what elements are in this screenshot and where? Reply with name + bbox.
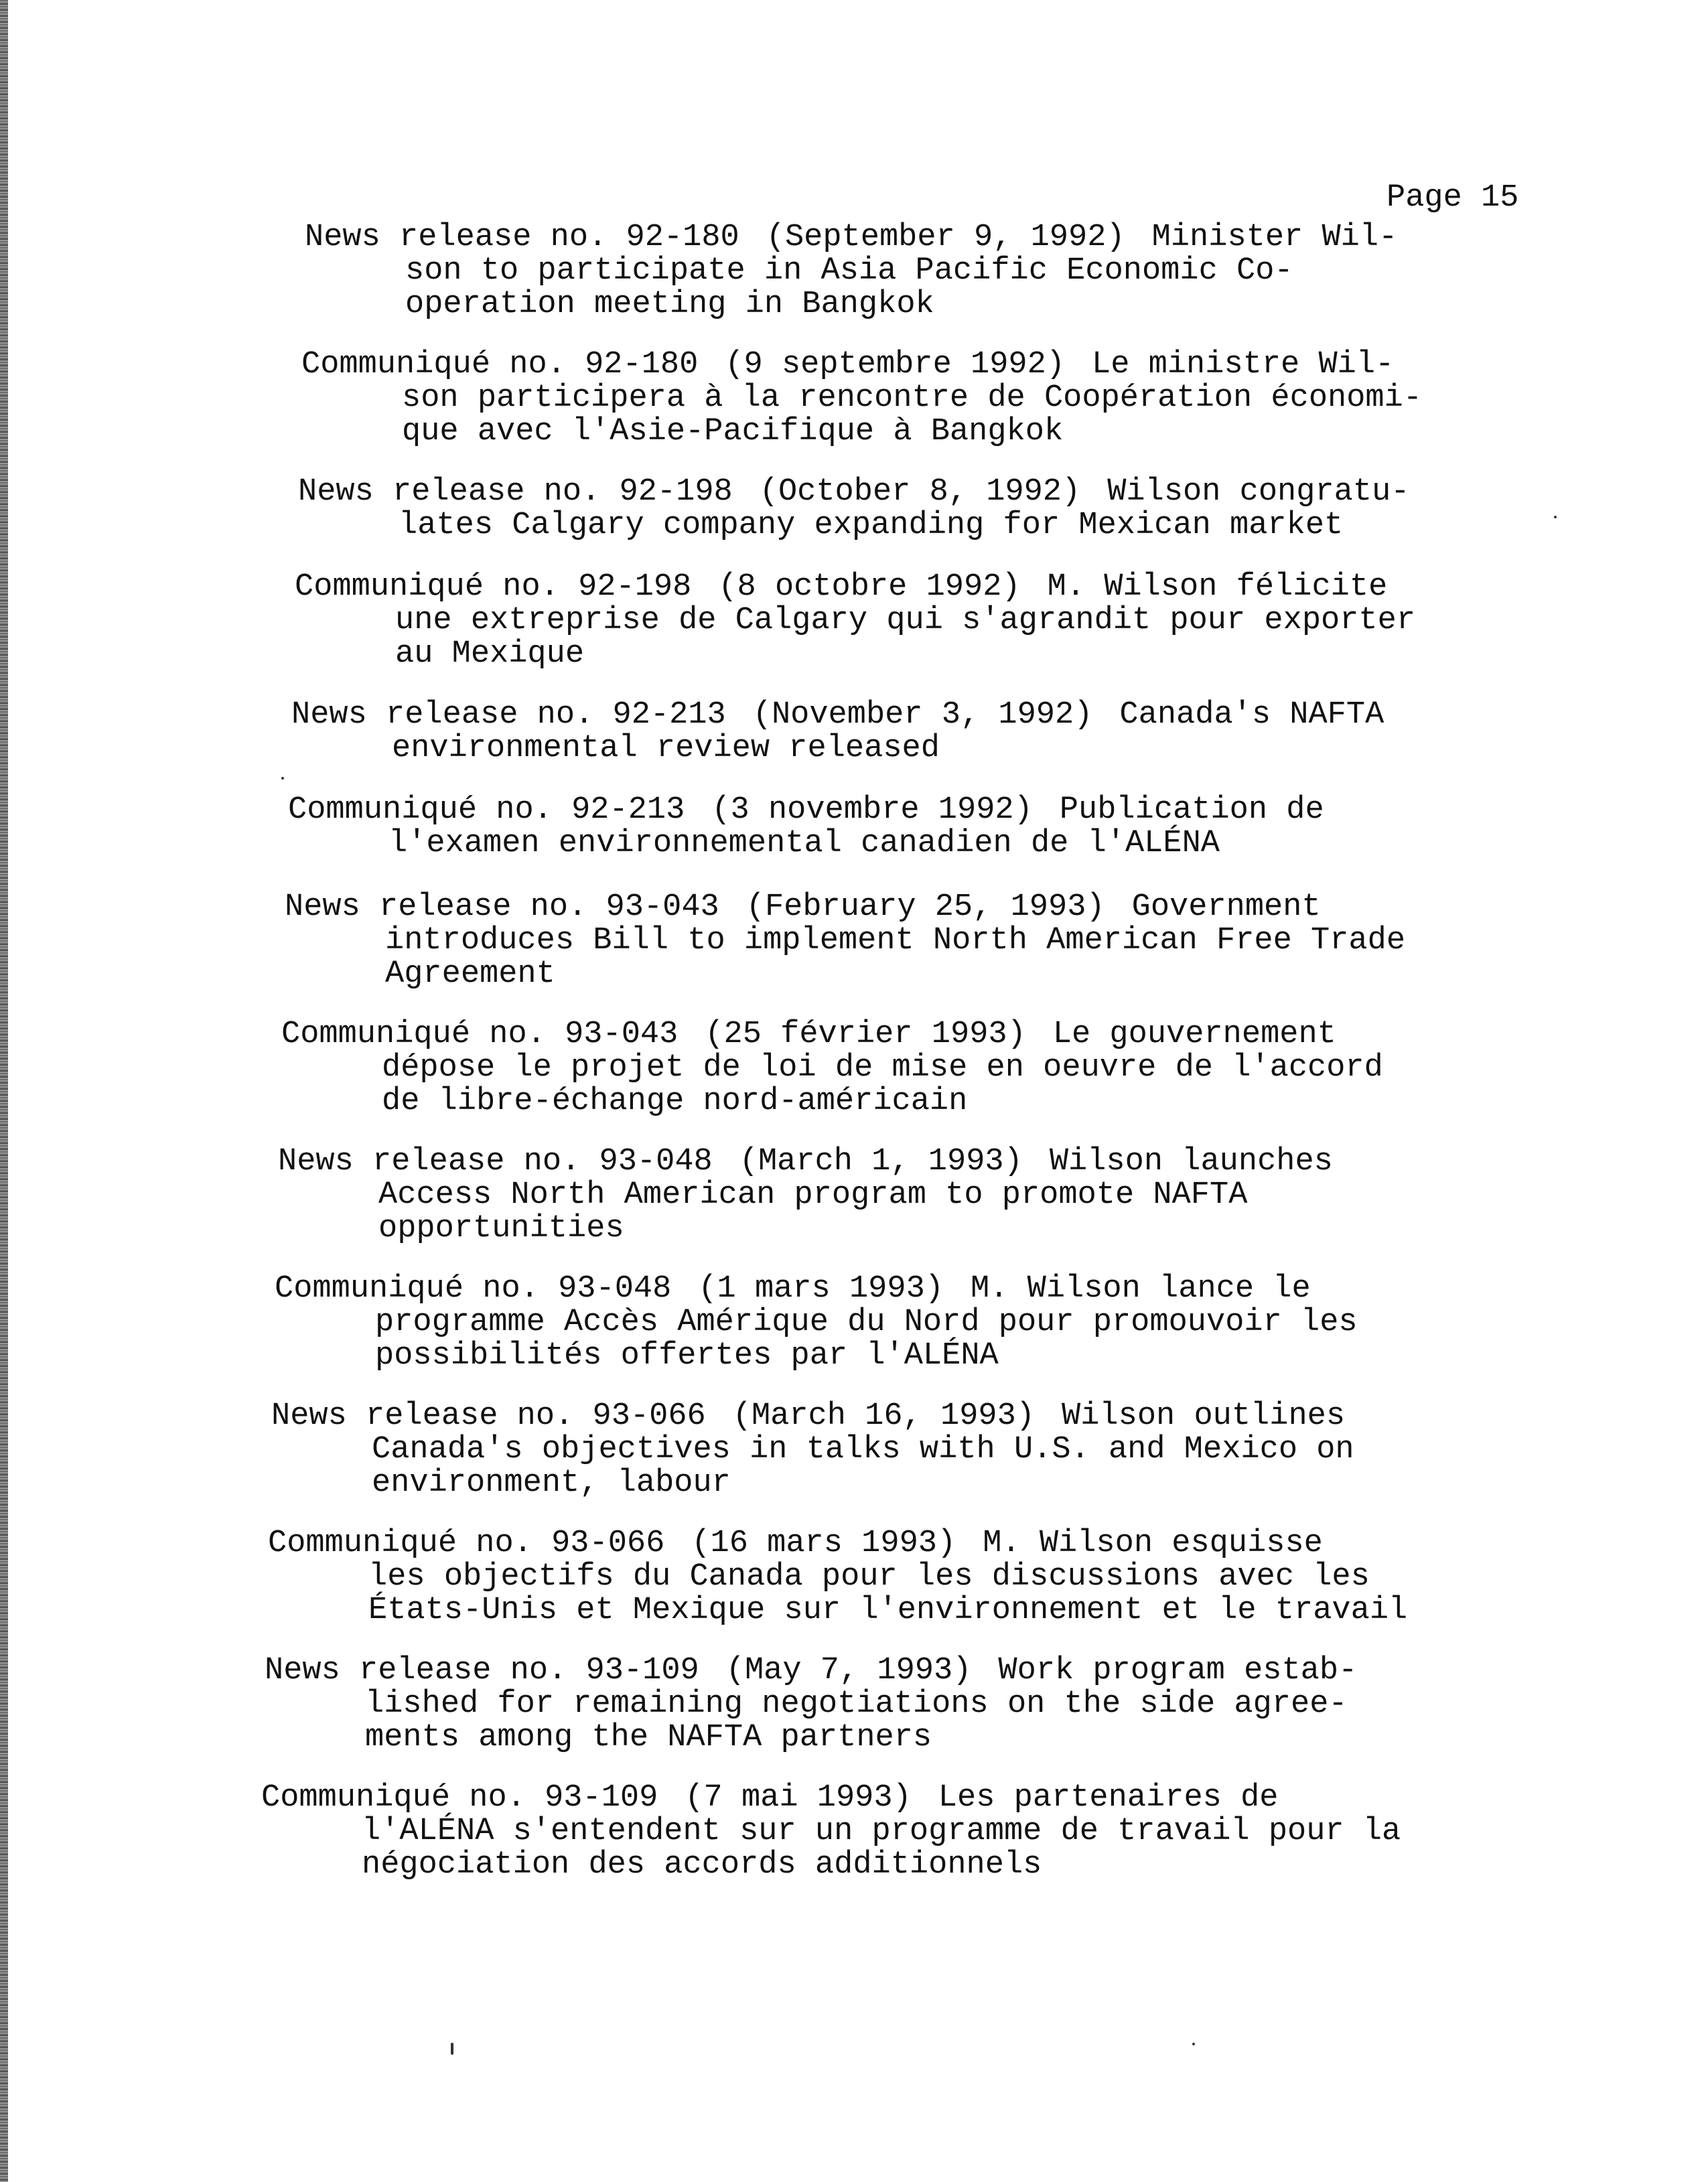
release-number: 93-048	[599, 1144, 713, 1179]
release-date: (November 3, 1992)	[752, 697, 1093, 733]
release-date: (May 7, 1993)	[725, 1653, 972, 1688]
entry-heading-line	[275, 1272, 1358, 1306]
release-type: News release no.	[305, 220, 608, 255]
release-title-line: l'examen environnemental canadien de l'ALÉNA	[388, 826, 1220, 861]
release-number: 92-180	[585, 347, 699, 382]
release-date: (9 septembre 1992)	[725, 347, 1066, 382]
entry-heading-line	[265, 1654, 1357, 1688]
page-number: Page 15	[1386, 180, 1519, 216]
release-entry	[281, 1018, 1383, 1118]
entry-heading-line	[291, 699, 1384, 732]
entry-heading-line	[295, 571, 1415, 604]
release-title-line: l'ALÉNA s'entendent sur un programme de travail pour la	[362, 1814, 1401, 1849]
entry-heading-line	[301, 348, 1422, 382]
release-number: 93-109	[585, 1653, 699, 1688]
release-title-line: Les partenaires de	[938, 1780, 1279, 1816]
release-title-line: M. Wilson félicite	[1047, 569, 1388, 605]
release-type: News release no.	[285, 889, 587, 925]
release-title-line: programme Accès Amérique du Nord pour promouvoir les	[375, 1305, 1358, 1340]
release-date: (7 mai 1993)	[685, 1780, 912, 1816]
release-entry	[261, 1781, 1401, 1882]
release-date: (25 février 1993)	[705, 1017, 1026, 1052]
release-entry	[298, 476, 1410, 542]
release-title-line: lates Calgary company expanding for Mexican market	[399, 508, 1344, 543]
release-type: Communiqué no.	[268, 1526, 532, 1561]
release-title-line: Le ministre Wil-	[1092, 347, 1395, 382]
release-type: Communiqué no.	[301, 347, 566, 382]
scan-speck	[281, 777, 284, 780]
release-title-line: Canada's NAFTA	[1119, 697, 1384, 733]
release-entry	[275, 1272, 1358, 1373]
release-title-line: M. Wilson esquisse	[983, 1526, 1323, 1561]
release-entry	[278, 1145, 1333, 1246]
release-number: 93-048	[558, 1271, 672, 1307]
release-type: News release no.	[265, 1653, 567, 1688]
release-number: 93-043	[606, 889, 719, 925]
release-type: Communiqué no.	[275, 1271, 539, 1307]
entry-heading-line	[285, 891, 1405, 924]
release-title-line: introduces Bill to implement North American Free Trade	[385, 923, 1406, 958]
release-title-line: son to participate in Asia Pacific Economic Co-	[405, 253, 1293, 289]
release-type: News release no.	[298, 474, 601, 510]
scan-speck	[451, 2043, 453, 2055]
release-date: (September 9, 1992)	[766, 220, 1125, 255]
release-title-line: Wilson outlines	[1062, 1398, 1346, 1434]
entry-heading-line	[288, 794, 1324, 827]
release-title-line: négociation des accords additionnels	[362, 1847, 1042, 1883]
release-number: 92-198	[619, 474, 733, 510]
entry-heading-line	[261, 1781, 1401, 1815]
release-title-line: Access North American program to promote NAFTA	[378, 1177, 1248, 1213]
release-type: Communiqué no.	[261, 1780, 526, 1816]
release-type: News release no.	[278, 1144, 581, 1179]
release-title-line: Wilson congratu-	[1107, 474, 1410, 510]
release-title-line: Canada's objectives in talks with U.S. and Mexico on	[372, 1432, 1354, 1467]
release-number: 93-109	[545, 1780, 658, 1816]
release-entry	[295, 571, 1415, 671]
release-title-line: opportunities	[378, 1211, 624, 1246]
release-title-line: son participera à la rencontre de Coopération économi-	[402, 380, 1423, 416]
release-date: (March 1, 1993)	[739, 1144, 1023, 1179]
release-number: 92-213	[571, 792, 685, 828]
release-date: (March 16, 1993)	[732, 1398, 1036, 1434]
release-number: 92-213	[612, 697, 726, 733]
release-entry	[285, 891, 1405, 991]
release-title-line: operation meeting in Bangkok	[405, 287, 934, 322]
release-title-line: de libre-échange nord-américain	[382, 1084, 968, 1119]
release-entry	[288, 794, 1324, 861]
entry-heading-line	[298, 476, 1410, 509]
release-date: (October 8, 1992)	[759, 474, 1081, 510]
release-entry	[271, 1400, 1354, 1500]
release-title-line: possibilités offertes par l'ALÉNA	[375, 1338, 999, 1374]
release-title-line: que avec l'Asie-Pacifique à Bangkok	[402, 414, 1064, 449]
release-number: 92-180	[626, 220, 739, 255]
release-title-line: Work program estab-	[998, 1653, 1358, 1688]
entry-heading-line	[305, 221, 1397, 254]
entry-heading-line	[281, 1018, 1383, 1051]
release-title-line: Publication de	[1059, 792, 1324, 828]
release-number: 92-198	[578, 569, 692, 605]
release-title-line: les objectifs du Canada pour les discussions avec les	[368, 1559, 1370, 1595]
release-date: (16 mars 1993)	[691, 1526, 956, 1561]
release-number: 93-043	[565, 1017, 679, 1052]
release-date: (3 novembre 1992)	[711, 792, 1033, 828]
release-entry	[301, 348, 1422, 449]
release-entry	[305, 221, 1397, 321]
release-title-line: Agreement	[385, 956, 555, 992]
release-title-line: une extreprise de Calgary qui s'agrandit pour exporter	[395, 603, 1416, 638]
release-title-line: dépose le projet de loi de mise en oeuvre de l'accord	[382, 1050, 1383, 1086]
release-title-line: États-Unis et Mexique sur l'environnement et le travail	[368, 1593, 1408, 1628]
release-type: Communiqué no.	[281, 1017, 546, 1052]
release-entry	[268, 1527, 1407, 1627]
scan-speck	[1554, 516, 1557, 518]
release-type: Communiqué no.	[295, 569, 559, 605]
scan-speck	[1192, 2043, 1195, 2045]
release-title-line: Minister Wil-	[1151, 220, 1398, 255]
release-title-line: Le gouvernement	[1052, 1017, 1336, 1052]
release-title-line: Government	[1131, 889, 1321, 925]
release-title-line: ments among the NAFTA partners	[365, 1720, 932, 1755]
release-type: News release no.	[271, 1398, 574, 1434]
release-title-line: M. Wilson lance le	[971, 1271, 1311, 1307]
release-title-line: lished for remaining negotiations on the side agree-	[365, 1686, 1348, 1722]
release-number: 93-066	[551, 1526, 665, 1561]
entry-heading-line	[268, 1527, 1407, 1560]
release-title-line: environmental review released	[392, 731, 940, 766]
release-entry	[265, 1654, 1357, 1755]
release-title-line: Wilson launches	[1049, 1144, 1333, 1179]
release-title-line: au Mexique	[395, 636, 585, 672]
release-entry	[291, 699, 1384, 766]
release-type: Communiqué no.	[288, 792, 553, 828]
release-date: (1 mars 1993)	[698, 1271, 944, 1307]
entry-heading-line	[271, 1400, 1354, 1433]
release-number: 93-066	[592, 1398, 706, 1434]
release-type: News release no.	[291, 697, 594, 733]
release-date: (8 octobre 1992)	[718, 569, 1021, 605]
scan-edge	[0, 0, 8, 2182]
entry-heading-line	[278, 1145, 1333, 1179]
release-title-line: environment, labour	[372, 1465, 731, 1501]
release-date: (February 25, 1993)	[745, 889, 1105, 925]
